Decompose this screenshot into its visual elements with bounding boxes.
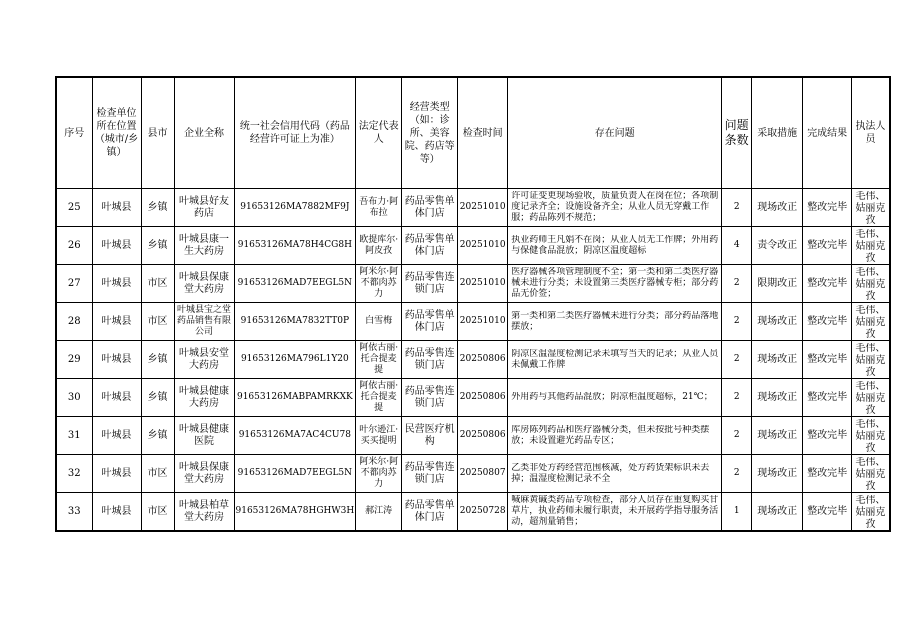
table-body — [56, 189, 890, 532]
row-result: 整改完毕 — [803, 189, 852, 227]
row-code: 91653126MA796L1Y20 — [234, 341, 356, 379]
row-officer-text: 毛伟、姑丽克孜 — [855, 381, 886, 414]
header-area: 县市 — [141, 77, 174, 189]
header-date: 检查时间 — [458, 77, 508, 189]
row-area: 市区 — [141, 493, 174, 532]
row-issue — [508, 417, 722, 455]
row-name: 叶城县安堂大药房 — [174, 341, 234, 379]
row-no: 29 — [56, 341, 92, 379]
row-date: 20250807 — [458, 455, 508, 493]
row-date: 20250806 — [458, 379, 508, 417]
row-code: 91653126MAD7EEGL5N — [234, 265, 356, 303]
row-area: 乡镇 — [141, 379, 174, 417]
header-result: 完成结果 — [803, 77, 852, 189]
row-date: 20250806 — [458, 341, 508, 379]
row-officer — [852, 417, 890, 455]
row-measure: 现场改正 — [752, 189, 803, 227]
table-row — [56, 379, 890, 417]
row-count: 2 — [722, 455, 752, 493]
row-issue — [508, 455, 722, 493]
row-issue-text: 乙类非处方药经营范围核减，处方药货架标识未去掉；温湿度检测记录不全 — [511, 462, 710, 484]
row-result: 整改完毕 — [803, 341, 852, 379]
row-area: 市区 — [141, 265, 174, 303]
row-code: 91653126MA7882MF9J — [234, 189, 356, 227]
table-row — [56, 189, 890, 227]
row-measure: 现场改正 — [752, 493, 803, 532]
row-count: 2 — [722, 379, 752, 417]
row-name: 叶城县保康堂大药房 — [174, 455, 234, 493]
row-officer-text: 毛伟、姑丽克孜 — [855, 419, 886, 452]
row-no: 33 — [56, 493, 92, 532]
row-date: 20250728 — [458, 493, 508, 532]
row-date: 20250806 — [458, 417, 508, 455]
row-name: 叶城县健康医院 — [174, 417, 234, 455]
table-row — [56, 303, 890, 341]
row-location: 叶城县 — [92, 227, 141, 265]
row-area: 乡镇 — [141, 341, 174, 379]
row-rep: 吾布力·阿布拉 — [356, 189, 402, 227]
row-result: 整改完毕 — [803, 227, 852, 265]
header-issue: 存在问题 — [508, 77, 722, 189]
row-rep: 阿米尔·阿不都肉苏力 — [356, 265, 402, 303]
header-measure: 采取措施 — [752, 77, 803, 189]
row-measure: 责令改正 — [752, 227, 803, 265]
row-no: 31 — [56, 417, 92, 455]
row-type: 药品零售单体门店 — [402, 227, 458, 265]
row-officer — [852, 341, 890, 379]
row-measure: 现场改正 — [752, 455, 803, 493]
row-location: 叶城县 — [92, 341, 141, 379]
row-issue — [508, 303, 722, 341]
row-no: 28 — [56, 303, 92, 341]
row-name: 叶城县保康堂大药房 — [174, 265, 234, 303]
row-no: 27 — [56, 265, 92, 303]
row-location: 叶城县 — [92, 189, 141, 227]
row-type: 药品零售连锁门店 — [402, 379, 458, 417]
row-date: 20251010 — [458, 227, 508, 265]
row-code: 91653126MAD7EEGL5N — [234, 455, 356, 493]
header-code: 统一社会信用代码（药品经营许可证上为准） — [234, 77, 356, 189]
row-location: 叶城县 — [92, 493, 141, 532]
row-officer — [852, 379, 890, 417]
row-area: 市区 — [141, 455, 174, 493]
row-type: 药品零售单体门店 — [402, 303, 458, 341]
row-date: 20251010 — [458, 265, 508, 303]
row-measure: 限期改正 — [752, 265, 803, 303]
table-row — [56, 493, 890, 532]
table-row — [56, 227, 890, 265]
row-issue — [508, 493, 722, 532]
row-location: 叶城县 — [92, 379, 141, 417]
row-count: 2 — [722, 265, 752, 303]
header-count: 问题条数 — [722, 77, 752, 189]
row-no: 25 — [56, 189, 92, 227]
row-name: 叶城县好友药店 — [174, 189, 234, 227]
row-officer — [852, 303, 890, 341]
row-count: 2 — [722, 303, 752, 341]
row-officer — [852, 493, 890, 532]
row-area: 乡镇 — [141, 417, 174, 455]
row-measure: 现场改正 — [752, 303, 803, 341]
inspection-table — [55, 76, 891, 532]
row-type: 药品零售连锁门店 — [402, 341, 458, 379]
row-name: 叶城县健康大药房 — [174, 379, 234, 417]
row-rep: 叶尔逊江·买买提明 — [356, 417, 402, 455]
row-measure: 现场改正 — [752, 379, 803, 417]
row-count: 1 — [722, 493, 752, 532]
header-type: 经营类型（如：诊所、美容院、药店等等） — [402, 77, 458, 189]
header-row — [56, 77, 890, 189]
row-officer-text: 毛伟、姑丽克孜 — [855, 267, 886, 300]
row-count: 2 — [722, 189, 752, 227]
row-officer-text: 毛伟、姑丽克孜 — [855, 343, 886, 376]
row-officer-text: 毛伟、姑丽克孜 — [855, 229, 886, 262]
row-officer-text: 毛伟、姑丽克孜 — [855, 191, 886, 224]
row-measure: 现场改正 — [752, 417, 803, 455]
row-issue-text: 第一类和第二类医疗器械未进行分类；部分药品落地摆放； — [511, 310, 719, 332]
row-result: 整改完毕 — [803, 493, 852, 532]
header-location: 检查单位所在位置（城市/乡镇） — [92, 77, 141, 189]
row-name: 叶城县宝之堂药品销售有限公司 — [174, 303, 234, 341]
row-officer — [852, 227, 890, 265]
row-officer — [852, 189, 890, 227]
row-issue-text: 许可证变更现场验收，质量负责人在岗在位；各项制度记录齐全；设施设备齐全；从业人员无穿戴工作服；药品陈列不规范； — [511, 191, 719, 223]
row-issue — [508, 341, 722, 379]
row-type: 药品零售单体门店 — [402, 189, 458, 227]
row-officer — [852, 455, 890, 493]
row-code: 91653126MA7AC4CU78 — [234, 417, 356, 455]
header-officer: 执法人员 — [852, 77, 890, 189]
row-location: 叶城县 — [92, 417, 141, 455]
row-result: 整改完毕 — [803, 379, 852, 417]
row-result: 整改完毕 — [803, 303, 852, 341]
row-type: 药品零售单体门店 — [402, 493, 458, 532]
header-no: 序号 — [56, 77, 92, 189]
row-type: 药品零售连锁门店 — [402, 265, 458, 303]
row-name: 叶城县康一生大药房 — [174, 227, 234, 265]
row-location: 叶城县 — [92, 265, 141, 303]
row-no: 30 — [56, 379, 92, 417]
row-code: 91653126MA78HGHW3H — [234, 493, 356, 532]
row-no: 26 — [56, 227, 92, 265]
row-measure: 现场改正 — [752, 341, 803, 379]
table-row — [56, 265, 890, 303]
row-issue-text: 阴凉区温湿度检测记录未填写当天的记录；从业人员未佩戴工作牌 — [511, 348, 719, 370]
row-count: 2 — [722, 417, 752, 455]
row-rep: 郝江涛 — [356, 493, 402, 532]
row-issue-text: 库房陈列药品和医疗器械分类，但未按批号种类摆放；未设置避光药品专区； — [511, 424, 710, 446]
row-officer-text: 毛伟、姑丽克孜 — [855, 457, 886, 490]
header-rep: 法定代表人 — [356, 77, 402, 189]
row-officer — [852, 265, 890, 303]
row-location: 叶城县 — [92, 455, 141, 493]
row-name: 叶城县柏草堂大药房 — [174, 493, 234, 532]
row-result: 整改完毕 — [803, 417, 852, 455]
row-issue-text: 医疗器械各项管理制度不全；第一类和第二类医疗器械未进行分类；未设置第三类医疗器械专柜；部分药品无价签； — [511, 267, 719, 299]
row-result: 整改完毕 — [803, 455, 852, 493]
row-no: 32 — [56, 455, 92, 493]
row-code: 91653126MA7832TT0P — [234, 303, 356, 341]
row-officer-text: 毛伟、姑丽克孜 — [855, 495, 886, 528]
row-rep: 阿米尔·阿不都肉苏力 — [356, 455, 402, 493]
row-type: 药品零售连锁门店 — [402, 455, 458, 493]
row-count: 4 — [722, 227, 752, 265]
row-officer-text: 毛伟、姑丽克孜 — [855, 305, 886, 338]
row-issue — [508, 227, 722, 265]
row-date: 20251010 — [458, 303, 508, 341]
row-date: 20251010 — [458, 189, 508, 227]
row-rep: 阿依古丽·托合提麦提 — [356, 341, 402, 379]
table-row — [56, 341, 890, 379]
table-row — [56, 455, 890, 493]
row-count: 2 — [722, 341, 752, 379]
row-issue-text: 喊麻黄碱类药品专项检查，部分人员存在重复购买甘草片，执业药师未履行职责，未开展药学指导服务活动，超剂量销售； — [511, 495, 719, 527]
row-issue — [508, 379, 722, 417]
row-area: 乡镇 — [141, 227, 174, 265]
row-issue — [508, 265, 722, 303]
row-rep: 阿依古丽·托合提麦提 — [356, 379, 402, 417]
row-area: 市区 — [141, 303, 174, 341]
row-rep: 白雪梅 — [356, 303, 402, 341]
row-location: 叶城县 — [92, 303, 141, 341]
header-name: 企业全称 — [174, 77, 234, 189]
row-issue-text: 外用药与其他药品混放；阴凉柜温度超标，21℃； — [511, 392, 713, 402]
row-issue — [508, 189, 722, 227]
row-rep: 欧提库尔·阿皮孜 — [356, 227, 402, 265]
row-code: 91653126MA78H4CG8H — [234, 227, 356, 265]
row-code: 91653126MABPAMRKXK — [234, 379, 356, 417]
row-area: 乡镇 — [141, 189, 174, 227]
row-type: 民营医疗机构 — [402, 417, 458, 455]
table-row — [56, 417, 890, 455]
row-result: 整改完毕 — [803, 265, 852, 303]
row-issue-text: 执业药师王凡娟不在岗；从业人员无工作牌；外用药与保健食品混放；阴凉区温度超标 — [511, 234, 719, 256]
